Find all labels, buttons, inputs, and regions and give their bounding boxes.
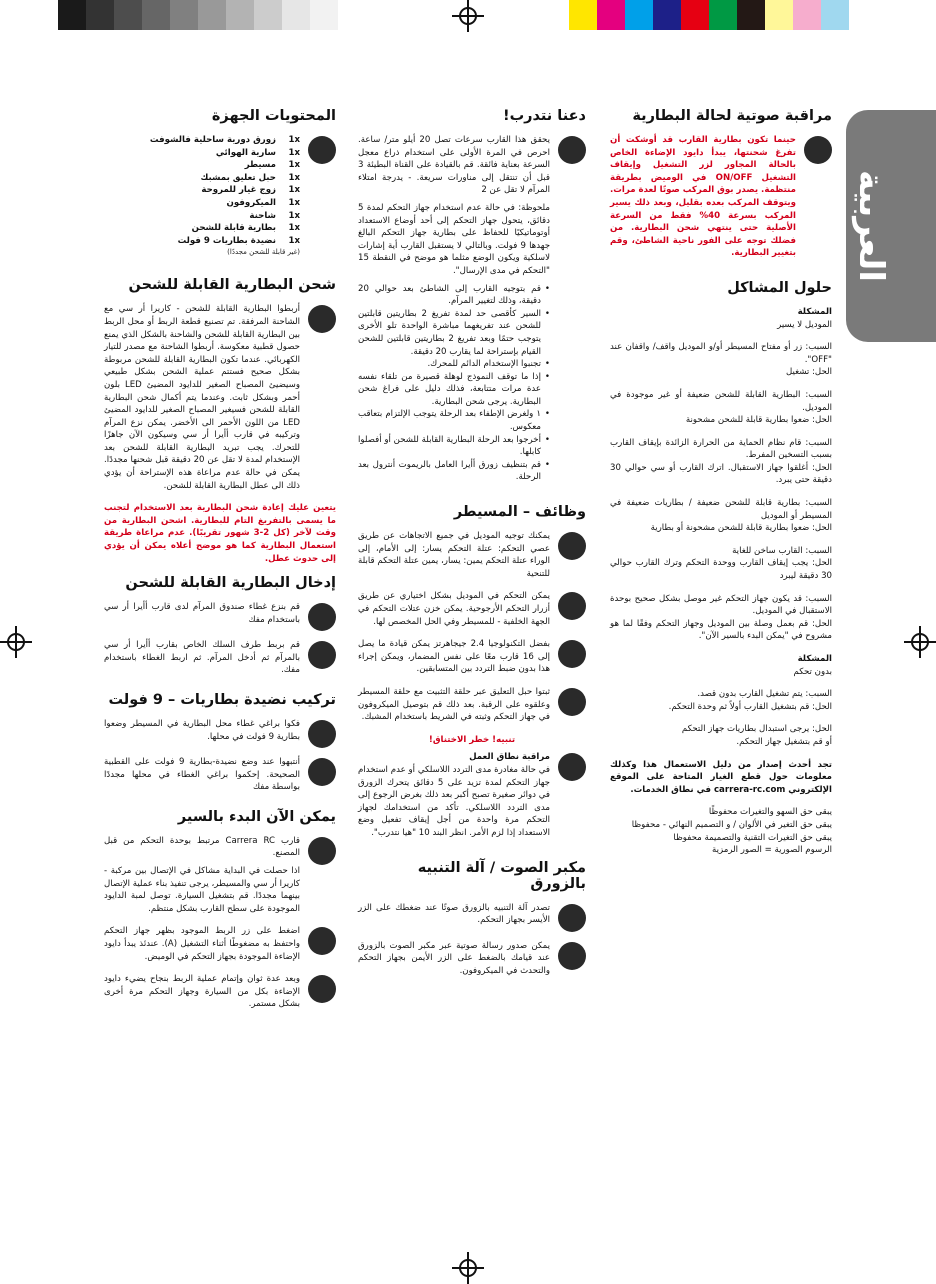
contents-qty: 1x	[288, 147, 300, 158]
contents-qty: 1x	[288, 235, 300, 246]
contents-item	[104, 147, 300, 160]
step-bullet	[308, 136, 336, 164]
sound-block-1	[358, 902, 586, 930]
fix-text: الحل: قم بعمل وصلة بين الموديل وجهاز التحكم وفقًا لما هو مشروح في "يمكن البدء بالسير الآن".	[610, 618, 832, 642]
contents-qty: 1x	[288, 135, 300, 145]
fix-text: الحل: أغلقوا جهاز الاستقبال. اترك القارب أو سي حوالي 30 دقيقة حتى يبرد.	[610, 462, 832, 486]
insert-text: قم بربط طرف السلك الخاص بقارب أأيرا أر سي بالمرآم ثم أدخل المرآم. ثم اربط الغطاء باستخدام مفك.	[104, 640, 300, 676]
rights-line: يبقى حق التغيرات التقنية والتصميمة محفوظا	[673, 832, 832, 843]
charging-warning: يتعين عليك إعادة شحن البطارية بعد الاستخدام لتجنب ما يسمى بالتفريغ التام للبطارية. اشحن البطارية من وقت لآخر (كل 2-3 شهور تقريبًا). عدم مراعاة طريقة استعمال البطارية كما هو موضح أعلاه يمكن أن يؤدي إلى حدوث عطل.	[104, 503, 337, 564]
contents-item-name: حبل تعليق بمشبك	[200, 172, 276, 183]
charging-block	[104, 303, 336, 492]
contents-qty: 1x	[288, 210, 300, 221]
problem-label: المشكلة	[797, 306, 832, 317]
rights-line: يبقى حق السهو والتغيرات محفوظًا	[708, 807, 832, 818]
step-bullet	[308, 927, 336, 955]
insert-block-2	[104, 639, 336, 677]
color-swatch	[793, 0, 821, 30]
step-bullet	[308, 720, 336, 748]
cmyk-color-bar	[569, 0, 849, 30]
charging-heading: شحن البطارية القابلة للشحن	[128, 277, 336, 294]
fix-text: الحل: ضعوا بطارية قابلة للشحن مشحونة أو بطارية	[650, 523, 832, 534]
fix-text: الحل: قم بتشغيل القارب أولاً ثم وحدة التحكم.	[668, 701, 832, 712]
step-bullet	[308, 975, 336, 1003]
battery-monitor-heading: مراقبة صوتية لحالة البطارية	[632, 108, 832, 124]
sound-heading: مكبر الصوت / آلة التنبيه بالزورق	[417, 859, 586, 892]
contents-qty: 1x	[288, 185, 300, 196]
sound-text: تصدر آلة التنبيه بالزورق صوتًا عند ضغطك على الزر الأيسر بجهاز التحكم.	[358, 902, 550, 926]
column-left	[104, 108, 336, 1021]
charging-text: أربطوا البطارية القابلة للشحن - كاريرا أر سي مع الشاحنة المرفقة. تم تصنيع قطعة الربط أو محل الربط بين البطارية القابلة للشحن والشاحنة بالشكل الذي يمنع حصول قطبية معكوسة. أربطوا الشاحنة مع مصدر للتيار الكهربائي. عندما تكون البطارية القابلة للشحن مربوطة بشكل صحيح فستتم عملية الشحن بشكل طبيعي وسيضيئ المصباح الصغير للدايود المضيئ LED بلون أحمر وبشكل ثابت. وعندما يتم أكمال شحن البطارية القابلة للشحن فسيغير المصباح الصغير للدايود المضيئ LED من اللون الأحمر الى الأخضر. يمكن نزع المرآم وتركيبه في قارب أأيرا أر سي وسيكون الآن جاهزًا للتحرك. يجب تبريد البطارية القابلة للشحن بعد الإستخدام لمدة لا تقل عن 20 دقيقة قبل شحنها مجددًا. يمكن في حالة عدم مراعاة هذه الإستراحة أن يؤدي ذلك الى عطل البطارية القابلة للشحن.	[104, 304, 300, 491]
start-block-2	[104, 925, 336, 963]
fix-text: الحل: ضعوا بطارية قابلة للشحن مشحونة	[685, 415, 832, 426]
step-bullet	[558, 532, 586, 560]
sound-block-2	[358, 940, 586, 978]
cause-text: السبب: يتم تشغيل القارب بدون قصد.	[697, 689, 832, 700]
cause-text: السبب: قام نظام الحماية من الحرارة الزائدة بإيقاف القارب بسبب التسخين المفرط.	[610, 437, 832, 461]
contents-qty: 1x	[288, 197, 300, 208]
training-bullet: • قم بتنظيف زورق أأيرا العامل بالريموت أنترول بعد الرحلة.	[358, 459, 550, 484]
contents-block	[104, 134, 336, 257]
contents-item	[104, 134, 300, 147]
start-block-3	[104, 973, 336, 1011]
training-bullet-list	[358, 283, 550, 485]
contents-item	[104, 197, 300, 210]
cause-text: السبب: البطارية القابلة للشحن ضعيفة أو غير موجودة في الموديل.	[610, 389, 832, 413]
registration-mark-bottom	[452, 1252, 484, 1284]
fix-text: أو قم بتشغيل جهاز التحكم.	[736, 736, 832, 747]
color-swatch	[709, 0, 737, 30]
gray-swatch	[86, 0, 114, 30]
contents-item	[104, 222, 300, 235]
contents-list	[104, 134, 300, 247]
language-tab-label: العربية	[851, 169, 891, 283]
manual-info-text: تجد أحدث إصدار من دليل الاستعمال هذا وكذلك معلومات حول قطع الغيار المتاحة على الموقع الإلكتروني carrera-rc.com في نطاق الخدمات.	[610, 759, 832, 795]
start-text: وبعد عدة ثوان وإتمام عملية الربط بنجاح يضيء دايود الإضاءة بكل من السيارة وجهاز التحكم مرة أخرى بشكل مستمر.	[104, 974, 300, 1010]
nine-volt-text: فكوا براغي غطاء محل البطارية في المسيطر وضعوا بطارية 9 فولت في محلها.	[104, 719, 300, 742]
gray-swatch	[226, 0, 254, 30]
color-swatch	[765, 0, 793, 30]
contents-item-name: سارية الهوائي	[215, 147, 276, 158]
color-swatch	[681, 0, 709, 30]
step-bullet	[558, 688, 586, 716]
registration-mark-right	[904, 626, 936, 658]
step-bullet	[804, 136, 832, 164]
color-swatch	[597, 0, 625, 30]
gray-swatch	[58, 0, 86, 30]
controller-block-2	[358, 590, 586, 628]
gray-swatch	[310, 0, 338, 30]
fix-text: الحل: يرجى استبدال بطاريات جهاز التحكم	[681, 724, 832, 735]
contents-heading: المحتويات الجهزة	[211, 108, 336, 124]
controller-block-1	[358, 530, 586, 580]
training-bullet: • قم بتوجيه القارب إلى الشاطئ بعد حوالي 20 دقيقة، وذلك لتغيير المرآم.	[358, 283, 550, 308]
cause-text: السبب: القارب ساخن للغاية	[732, 545, 832, 556]
cause-text: السبب: بطارية قابلة للشحن ضعيفة / بطاريات ضعيفة في المسيطر أو الموديل	[610, 498, 832, 521]
rights-line: يبقى حق التغير في الألوان / و التصميم النهائي - محفوظا	[631, 819, 832, 830]
nine-volt-heading: تركيب نضيدة بطاريات – 9 فولت	[108, 692, 336, 708]
training-note: ملحوظة: في حالة عدم استخدام جهاز التحكم لمدة 5 دقائق، يتحول جهاز التحكم إلى أحد أوضاع الاستعداد أوتوماتيكيًا للحفاظ على بطارية جهاز التحكم البالغ جهدها 9 فولت. وبالتالي لا يستقبل القارب أية إشارات لاسلكية ويكون الوضع مثلما هو موضح في النقطة 15 "التحكم في مدى الإرسال".	[358, 202, 551, 276]
step-bullet	[308, 758, 336, 786]
contents-item-name: مسيطر	[244, 160, 276, 171]
contents-item	[104, 210, 300, 223]
nine-volt-block-1	[104, 718, 336, 746]
battery-warning-text: حينما تكون بطارية القارب قد أوشكت أن تفرغ شحنتها، يبدأ دايود الإضاءة الخاص بالحالة المجاور لزر التشغيل وإيقاف التشغيل ON/OFF في الوميض بطريقة منتظمة. يصدر بوق المركب صوتًا لعدة مرات. ويتوقف المركب بعده بقليل، وبعد ذلك يسير المركب بسرعة 40% فقط من السرعة الأصلية حتى ينتهي شحن البطارية. من فضلك توجه على الفور ناحية الشاطئ، وقم بتغيير البطارية.	[610, 135, 796, 259]
insert-text: قم بنزع غطاء صندوق المرآم لدى قارب أأيرا أر سي باستخدام مفك	[104, 602, 300, 625]
training-bullet: • ١ ولغرض الإطفاء بعد الرحلة يتوجب الإلتزام بتعاقب معكوس.	[358, 408, 550, 433]
contents-item-name: نضيدة بطاريات 9 فولت	[177, 235, 276, 246]
step-bullet	[308, 837, 336, 865]
problem-value: الموديل لا يسير	[777, 319, 832, 330]
start-heading: يمكن الآن البدء بالسير	[177, 808, 336, 825]
training-heading: دعنا نتدرب!	[502, 108, 586, 124]
cause-text: السبب: زر أو مفتاح المسيطر أو/و الموديل واقف/ واقفان عند "OFF".	[610, 342, 832, 365]
contents-note: (غير قابلة للشحن مجددًا)	[227, 248, 300, 257]
gray-swatch	[114, 0, 142, 30]
insert-block-1	[104, 601, 336, 629]
contents-item	[104, 184, 300, 197]
contents-qty: 1x	[288, 223, 300, 234]
gray-color-bar	[58, 0, 338, 30]
column-right	[610, 108, 832, 857]
troubleshooting-heading: حلول المشاكل	[727, 279, 832, 296]
training-text: يحقق هذا القارب سرعات تصل 20 أيلو متر/ ساعة. احرص في المرة الأولى على استخدام ذراع معجل السرعة بعناية فائقة. قم بالقيادة على القناة البطيئة 3 قبل أن تنتقل إلى مناورات سريعة. - يدرجة امتلاء المرآم لا تقل عن 2	[358, 135, 550, 196]
cause-text: السبب: قد يكون جهاز التحكم غير موصل بشكل صحيح بوحدة الاستقبال في الموديل.	[610, 593, 832, 617]
step-bullet	[558, 640, 586, 668]
color-swatch	[653, 0, 681, 30]
range-text: في حالة مغادرة مدى التردد اللاسلكي أو عدم استخدام جهاز التحكم لمدة تزيد على 5 دقائق يتحرك الزورق في دوائر صغيرة تصبح أكبر بعد ذلك بغرض الرجوع إلى مدى التردد اللاسلكي. تأكد من استخدامك لجهاز التحكم مرة واحدة من أجل إيقاف تفعيل وضع الاستعداد إذا لزم الأمر. انظر البند 10 "هيا نتدرب".	[358, 764, 550, 838]
training-bullet: • أخرجوا بعد الرحلة البطارية القابلة للشحن أو أفصلوا كابلها.	[358, 434, 550, 459]
insert-battery-heading: إدخال البطارية القابلة للشحن	[125, 575, 336, 592]
gray-swatch	[170, 0, 198, 30]
step-bullet	[558, 592, 586, 620]
battery-warning-block	[610, 134, 832, 260]
range-block	[358, 751, 586, 839]
step-bullet	[308, 305, 336, 333]
start-block-1	[104, 835, 336, 916]
controller-text: يمكنك توجيه الموديل في جميع الاتجاهات عن طريق عصي التحكم: عتلة التحكم يسار: إلى الأمام، إلى الوراء عتلة التحكم يمين: يسار، يمين عتلة التحكم قابلة للتنحية	[358, 531, 550, 579]
column-middle	[358, 108, 586, 987]
controller-text: ثبتوا حبل التعليق عبر حلقة التثبيت مع حلقة المسيطر وعلقوه على الرقبة. بعد ذلك قم بتوصيل الميكروفون في جهاز التحكم وثبته في الشريط باستخدام المشبك.	[358, 686, 550, 723]
problem-value: بدون تحكم	[793, 666, 832, 677]
controller-block-4	[358, 686, 586, 724]
range-heading: مراقبة نطاق العمل	[469, 752, 550, 763]
start-text: اضغط على زر الربط الموجود بظهر جهاز التحكم واحتفظ به مضغوطًا أثناء التشغيل (A). عندئذ يبدأ دايود الإضاءة الموجودة بجهاز التحكم في الوميض.	[104, 926, 300, 962]
gray-swatch	[142, 0, 170, 30]
contents-item-name: شاحنة	[249, 210, 276, 221]
registration-mark-left	[0, 626, 32, 658]
contents-item-name: زورق دورية ساحلية فالشوفت	[149, 135, 276, 145]
step-bullet	[558, 904, 586, 932]
controller-text: بفضل التكنولوجيا 2.4 جيجاهرتز يمكن قيادة ما يصل إلى 16 قارب معًا على نفس المضمار، ويمكن إجراء هذا بدون ضبط التردد بين المتسابقين.	[358, 639, 550, 675]
color-swatch	[625, 0, 653, 30]
contents-qty: 1x	[288, 160, 300, 171]
nine-volt-text: أنتبهوا عند وضع نضيدة-بطارية 9 فولت على القطبية الصحيحة. إحكموا براغي الغطاء في محلها مجددًا بواسطة مفك	[104, 757, 300, 793]
training-bullet: • إذا ما توقف النموذج لوهلة قصيرة من تلقاء نفسه عدة مرات متتابعة، فذلك دليل على فراغ شحن البطارية. يرجى شحن البطارية.	[358, 371, 550, 409]
fix-text: الحل: تشغيل	[786, 367, 832, 378]
color-swatch	[821, 0, 849, 30]
gray-swatch	[198, 0, 226, 30]
step-bullet	[308, 641, 336, 669]
training-bullet: • تجنبوا الإستخدام الدائم للمحرك.	[358, 358, 550, 371]
fix-text: الحل: يجب إيقاف القارب ووحدة التحكم وترك القارب حوالي 30 دقيقة ليبرد	[610, 558, 832, 582]
choking-warning: تنبيه! خطر الاختناق!	[428, 734, 516, 745]
start-text: قارب Carrera RC مرتبط بوحدة التحكم من قبل المصنع.	[104, 835, 300, 859]
step-bullet	[558, 942, 586, 970]
training-block	[358, 134, 586, 484]
gray-swatch	[282, 0, 310, 30]
color-swatch	[737, 0, 765, 30]
training-bullet: • السير كأقصى حد لمدة تفريغ 2 بطاريتين قابلتين للشحن عند تفريغهما مباشرة الواحدة تلو الأخرى يتوجب حتمًا وبعد تفريغ 2 بطاريتين قابلتين للشحن القيام بإستراحة لما يقارب 20 دقيقة.	[358, 308, 550, 358]
contents-item-name: الميكروفون	[226, 197, 276, 208]
contents-item	[104, 159, 300, 172]
problem-label: المشكلة	[797, 654, 832, 664]
color-swatch	[569, 0, 597, 30]
start-text: اذا حصلت في البداية مشاكل في الإتصال بين مركبة - كاريرا أر سي والمسيطر، يرجى تنفيذ بناء عملية الإتصال بينهما مجددًا. قم بتشغيل السيارة. توصل لمبة الدايود الموجودة على سطح القارب بشكل منتظم.	[104, 865, 300, 914]
sound-text: يمكن صدور رسالة صوتية عبر مكبر الصوت بالزورق عند قيامك بالضغط على الزر الأيمن بجهاز التحكم والتحدث في الميكروفون.	[358, 940, 550, 976]
controller-block-3	[358, 638, 586, 676]
step-bullet	[308, 603, 336, 631]
gray-swatch	[254, 0, 282, 30]
step-bullet	[558, 753, 586, 781]
contents-item-name: زوج غيار للمروحة	[201, 185, 276, 196]
nine-volt-block-2	[104, 756, 336, 794]
contents-item-name: بطارية قابلة للشحن	[191, 223, 276, 234]
rights-line: الرسوم الصورية = الصور الرمزية	[711, 845, 832, 856]
contents-qty: 1x	[288, 172, 300, 183]
controller-heading: وظائف – المسيطر	[453, 504, 586, 521]
registration-mark-top	[452, 0, 484, 32]
contents-item	[104, 235, 300, 248]
controller-text: يمكن التحكم في الموديل بشكل اختياري عن طريق أزرار التحكم الأرجوحية. يمكن خزن عتلات التحكم في الجهة الخلفية - للمسيطر وفي الحل المخصص لها.	[358, 591, 550, 627]
contents-item	[104, 172, 300, 185]
step-bullet	[558, 136, 586, 164]
